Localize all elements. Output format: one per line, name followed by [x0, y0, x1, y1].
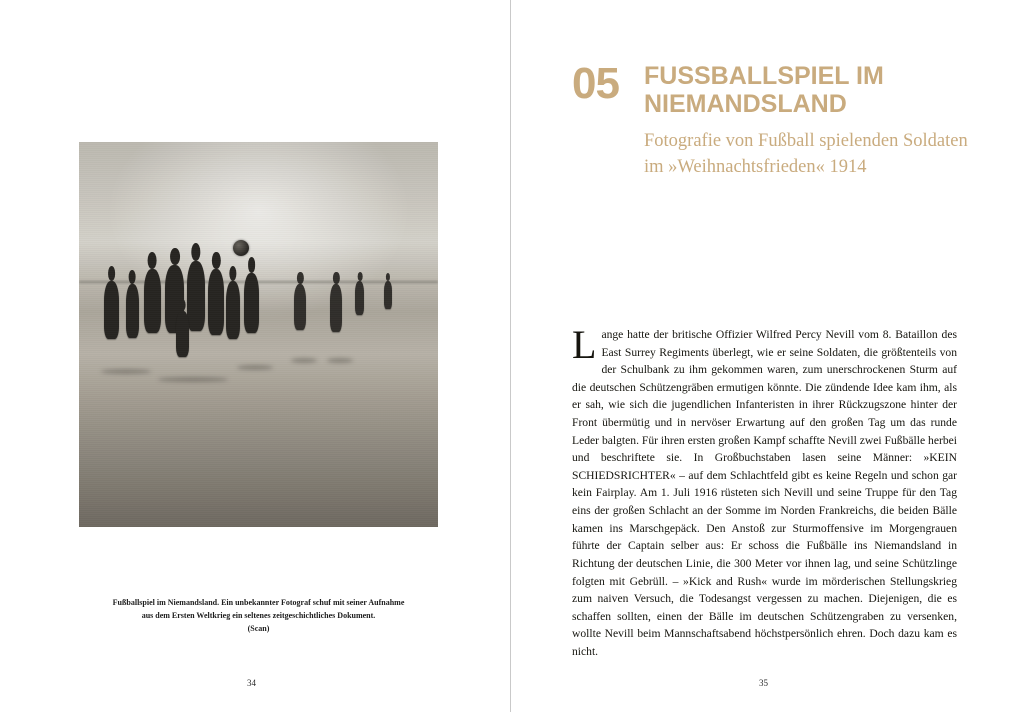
photo-image [79, 142, 438, 527]
football-ball [233, 240, 249, 256]
page-number-left: 34 [247, 678, 256, 688]
soldier-figure [226, 281, 240, 339]
body-text-column [572, 322, 957, 661]
soldier-figure [208, 269, 224, 335]
page-number-right: 35 [759, 678, 768, 688]
soldier-figure [187, 261, 205, 331]
body-paragraph: ange hatte der britische Offizier Wilfred Percy Nevill vom 8. Bataillon des East Surrey Regiments überlegt, wie er seine Soldaten, die größtenteils von der Schulbank zu ihm gekommen waren, zum unerschrockenen Sturm auf die deutschen Schützengräben ermutigen könnte. Die zündende Idee kam ihm, als er sah, wie sich die jugendlichen Infanteristen in ihrer Rückzugszone hinter der Front übermütig und in nervöser Erwartung auf den großen Tag um das runde Leder balgten. Für ihren ersten großen Kampf schaffte Nevill zwei Fußbälle herbei und beschriftete sie. In Großbuchstaben lasen seine Männer: »KEIN SCHIEDSRICHTER« – auf dem Schlachtfeld gibt es keine Regeln und schon gar kein Fairplay. Am 1. Juli 1916 rüsteten sich Nevill und seine Truppe für den Tag eins der großen Schlacht an der Somme im Norden Frankreichs, die beiden Bälle kamen ins Marschgepäck. Den Anstoß zur Sturmoffensive im Morgengrauen führte der Captain selber aus: Er schoss die Fußbälle ins Niemandsland in Richtung der deutschen Linie, die 300 Meter vor ihnen lag, und seine Schützlinge folgten mit Gebrüll. – »Kick and Rush« wurde im mörderischen Stellungskrieg zum naiven Versuch, die Todesangst vergessen zu machen. Diejenigen, die es schaffen sollten, einen der Bälle im deutschen Schützengraben zu versenken, wollte Nevill beim Mannschaftsabend höchstpersönlich ehren. Doch dazu kam es nicht. [572, 328, 957, 658]
caption-line: (Scan) [247, 624, 270, 634]
caption-line: aus dem Ersten Weltkrieg ein seltenes zeitgeschichtliches Dokument. [141, 611, 376, 621]
chapter-header [572, 59, 972, 181]
soldier-figure [355, 281, 364, 315]
historic-photo [79, 142, 438, 527]
figure-shadow [237, 365, 273, 370]
soldier-figure [165, 265, 184, 333]
soldier-figure [244, 273, 259, 333]
soldier-figure [330, 284, 342, 332]
soldier-figure [104, 281, 119, 339]
figure-shadow [158, 377, 228, 382]
figure-shadow [291, 358, 317, 363]
figure-shadow [101, 369, 151, 374]
soldier-figure [144, 269, 161, 333]
chapter-title-block [644, 62, 972, 181]
photo-caption [79, 596, 438, 636]
soldier-figure [126, 284, 139, 338]
chapter-number: 05 [572, 59, 619, 108]
soldier-figure [384, 281, 392, 309]
soldier-figure [176, 311, 189, 357]
horizon-line [79, 281, 438, 283]
figure-shadow [327, 358, 353, 363]
caption-line: Fußballspiel im Niemandsland. Ein unbekannter Fotograf schuf mit seiner Aufnahme [112, 598, 405, 607]
chapter-subtitle: Fotografie von Fußball spielenden Soldaten im »Weihnachtsfrieden« 1914 [644, 131, 968, 178]
soldier-figure [294, 284, 306, 330]
page-title: FUSSBALLSPIEL IM NIEMANDSLAND [644, 62, 884, 118]
drop-cap: L [572, 322, 597, 367]
right-page [510, 0, 1020, 712]
